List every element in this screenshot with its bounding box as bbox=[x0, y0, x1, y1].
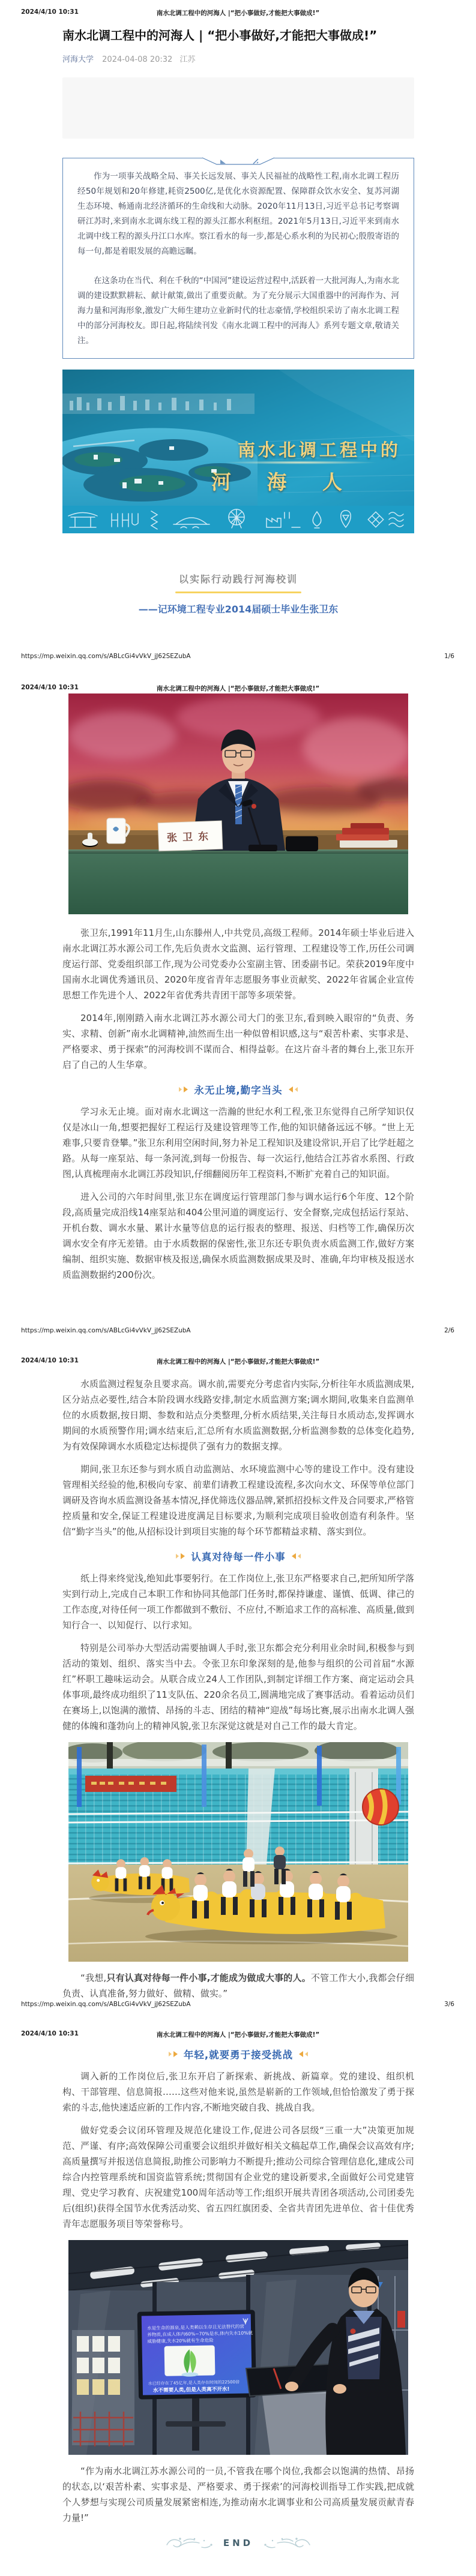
print-header-title: 南水北调工程中的河海人 |“把小事做好,才能把大事做成!” bbox=[156, 10, 320, 17]
publish-time: 2024-04-08 20:32 bbox=[102, 55, 173, 64]
photo-speaker-at-desk bbox=[68, 693, 408, 914]
heading-right-arrow-icon bbox=[292, 1553, 301, 1559]
intro-paragraph-1: 作为一项事关战略全局、事关长远发展、事关人民福祉的战略性工程,南水北调工程历经50年规划和20年修建,耗资2500亿,是优化水资源配置、保障群众饮水安全、复苏河湖生态环境、畅通南北经济循环的生命线和大动脉。2020年11月13日,习近平总书记考察调研江苏时,来到南水北调东线工程的源头江都水利枢纽。2021年5月13日,习近平来到南水北调中线工程的源头丹江口水库。察江看水的每一步,都是心系水利的为民初心;殷殷寄语的每一句,都是着眼发展的高瞻远瞩。 bbox=[77, 172, 399, 256]
hhu-letters-icon bbox=[112, 514, 138, 527]
paragraph-waterquality: 水质监测过程复杂且要求高。调水前,需要充分考虑省内实际,分析往年水质监测成果,区分站点必要性,结合本阶段调水线路安排,制定水质监测方案;调水期间,收集来自监测单位的水质数据,按日期、参数和站点分类整理,分析水质结果,关注每日水质动态,发挥调水期间的水质预警作用;调水结束后,汇总所有水质监测数据,分析监测参数的总体变化趋势,为有效保障调水水质稳定达标提供了强有力的数据支撑。 bbox=[62, 1379, 414, 1452]
striped-ball bbox=[363, 1789, 399, 1825]
red-banner bbox=[85, 1776, 176, 1792]
intro-paragraph-2: 在这条功在当代、利在千秋的“中国河”建设运营过程中,活跃着一大批河海人,为南水北调的建设默默耕耘、献计献策,做出了重要贡献。为了充分展示大国重器中的河海作为、河海力量和河海形象,激发广大师生建功立业新时代的壮志豪情,学校组织采访了南水北调工程中的部分河海校友。即日起,将陆续刊发《南水北调工程中的河海人》系列专题文章,敬请关注。 bbox=[77, 276, 399, 346]
paragraph-sixyears: 进入公司的六年时间里,张卫东在调度运行管理部门参与调水运行6个年度、12个阶段,高质量完成沿线14座泵站和404公里河道的调度运行、安全督察,完成包括运行泵站、开机台数、调水水量、累计水量等信息的运行报表的整理、报送、归档等工作,确保历次调水安全有序无差错。由于水质数据的保密性,张卫东还专职负责水质监测工作,做好方案编制、组织实施、数据审核及报送,确保水质监测数据成果及时、准确,年均审核及报送水质监测数据约200份次。 bbox=[62, 1191, 414, 1280]
print-header-datetime: 2024/4/10 10:31 bbox=[21, 2030, 79, 2037]
svg-text:养物质,在成人体内60%~70%是水,体内失水10%就: 养物质,在成人体内60%~70%是水,体内失水10%就 bbox=[147, 2330, 253, 2338]
print-header bbox=[0, 1357, 476, 1366]
print-header bbox=[0, 2030, 476, 2039]
nameplate bbox=[158, 821, 223, 851]
bridge-icon bbox=[173, 518, 209, 528]
article-title: 南水北调工程中的河海人 | “把小事做好,才能把大事做成!” bbox=[62, 28, 378, 43]
svg-text:水已经存在了45亿年,是人类存在时间的22500倍: 水已经存在了45亿年,是人类存在时间的22500倍 bbox=[148, 2379, 240, 2386]
series-subtitle-block bbox=[62, 572, 414, 616]
red-sign bbox=[397, 2311, 405, 2328]
series-subtitle: ——记环境工程专业2014届硕士毕业生张卫东 bbox=[138, 604, 339, 615]
paragraph-party: 做好党委会议闭环管理及规范化建设工作,促进公司各层级“三重一大”决策更加规范、严谨、有序;高效保障公司重要会议组织并做好相关文稿起草工作,确保会议高效有序;高质量撰写并报送信息简报,助推公司影响力不断提升;推动公司综合管理信息化,建成公司综合内控管理系统和国资监管系统;贯彻国有企业党的建设新要求,全面做好公司党建管理、党史学习教育、庆祝建党100周年活动等工作;组织开展共青团各项活动,公司团委先后(组织)获得全国节水优秀活动奖、省五四红旗团委、全省共青团先进单位、省十佳优秀青年志愿服务项目等荣誉称号。 bbox=[62, 2125, 414, 2229]
banner-title-line1: 南水北调工程中的 bbox=[237, 440, 401, 460]
byline bbox=[62, 53, 414, 64]
print-header-datetime: 2024/4/10 10:31 bbox=[21, 1357, 79, 1364]
print-header-title: 南水北调工程中的河海人 |“把小事做好,才能把大事做成!” bbox=[156, 685, 320, 692]
print-footer-pagenum: 3/6 bbox=[444, 2001, 454, 2008]
paragraph-profile: 张卫东,1991年11月生,山东滕州人,中共党员,高级工程师。2014年硕士毕业后进入南水北调江苏水源公司工作,先后负责水文监测、运行管理、工程建设等工作,历任公司调度运行部、党委组织部工作,现为公司党委办公室副主管、团委副书记。荣获2019年度中国南水北调优秀通讯员、2020年度省青年志愿服务事业贡献奖、2022年省属企业宣传思想工作先进个人、2022年省优秀共青团干部等多项荣誉。 bbox=[62, 927, 414, 1001]
print-header bbox=[0, 8, 476, 17]
paragraph-quote-small-things: “我想,只有认真对待每一件小事,才能成为做成大事的人。不管工作大小,我都会仔细负责、认真准备,努力做好、做精、做实。” bbox=[62, 1972, 414, 1999]
svg-text:水不需要人类,但是人类离不开水!: 水不需要人类,但是人类离不开水! bbox=[152, 2386, 230, 2394]
article-page-2 bbox=[62, 693, 414, 1283]
photo-office-presentation bbox=[68, 2240, 408, 2455]
banner-icon-strip bbox=[62, 506, 414, 533]
paragraph-paper: 纸上得来终觉浅,绝知此事要躬行。在工作岗位上,张卫东严格要求自己,把所知所学落实到行动上,完成自己本职工作和协同其他部门任务时,都保持谦虚、谨慎、低调、律己的工作态度,对待任何一项工作都做到不敷衍、不应付,不断追求工作的高标准、高质量,做到知行合一、以知促行、以行求知。 bbox=[62, 1573, 414, 1631]
paragraph-activity: 特别是公司举办大型活动需要抽调人手时,张卫东都会充分利用业余时间,积极参与到活动的策划、组织、落实当中去。令张卫东印象深刻的是,他参与组织的公司首届“水源红”杯职工趣味运动会。从联合成立24人工作团队,到制定详细工作方案、商定运动会具体事项,最终成功组织了11支队伍、220余名员工,圆满地完成了赛事活动。看着运动员们在赛场上,以饱满的激情、昂扬的斗志、团结的精神“迎战”每场比赛,展示出南水北调人强健的体魄和蓬勃向上的精神风貌,张卫东深觉这就是对自己工作的最大肯定。 bbox=[62, 1643, 414, 1731]
print-footer-pagenum: 1/6 bbox=[444, 653, 454, 660]
section-heading-2: 认真对待每一件小事 bbox=[62, 1549, 414, 1563]
kite-icon bbox=[368, 512, 383, 527]
video-placeholder bbox=[62, 77, 414, 139]
paragraph-newpost: 调入新的工作岗位后,张卫东开启了新探索、新挑战、新篇章。党的建设、组织机构、干部管理、信息简报……这些对他来说,虽然是崭新的工作领域,但恰恰激发了勇于探索的斗志,他快速适应新的工作内容,不断地突破自我、挑战自我。 bbox=[62, 2071, 414, 2113]
paragraph-study: 学习永无止境。面对南水北调这一浩瀚的世纪水利工程,张卫东觉得自己所学知识仅仅是冰山一角,想要把握好工程运行及建设管理等工作,他的知识储备远远不够。“世上无难事,只要肯登攀。”张卫东利用空闲时间,努力补足工程知识及建设常识,开启了比学赶超之路。从每一座泵站、每一条河流,到每一份报告、每一次运行,他结合江苏省水系图、行政图,认真梳理南水北调江苏段知识,仔细翻阅历年工程资料,不断扩充着自己的知识面。 bbox=[62, 1106, 414, 1179]
paragraph-final-quote: “作为南水北调江苏水源公司的一员,不管我在哪个岗位,我都会以饱满的热情、昂扬的状态,以‘艰苦朴素、实事求是、严格要求、勇于探索’的河海校训指导工作实践,把成就个人梦想与实现公司质量发展紧密相连,为推动南水北调事业和公司高质量发展贡献青春力量!” bbox=[62, 2466, 414, 2523]
heading-left-arrow-icon bbox=[169, 2051, 178, 2057]
editor-note-box bbox=[62, 158, 414, 359]
zigzag-icon bbox=[151, 511, 157, 529]
banner-title-line2: 河 海 人 bbox=[211, 470, 357, 494]
ferris-wheel-icon bbox=[229, 509, 244, 528]
article-page-1 bbox=[62, 26, 414, 616]
heading-left-arrow-icon bbox=[176, 1553, 185, 1559]
article-page-3 bbox=[62, 1373, 414, 2001]
paragraph-2014: 2014年,刚刚踏入南水北调江苏水源公司大门的张卫东,看到映入眼帘的“负责、务实、求精、创新”南水北调精神,油然而生出一种似曾相识感,这与“艰苦朴素、实事求是、严格要求、勇于探索”的河海校训不谋而合、相得益彰。在这片奋斗者的舞台上,张卫东开启了自己的人生华章。 bbox=[62, 1013, 414, 1070]
series-heading: 以实际行动践行河海校训 bbox=[178, 574, 298, 585]
location-pin-icon bbox=[341, 511, 351, 527]
yellow-underline bbox=[175, 592, 301, 593]
section-heading-3: 年轻,就要勇于接受挑战 bbox=[62, 2047, 414, 2061]
article-page-4 bbox=[62, 2044, 414, 2551]
factory-icon bbox=[267, 512, 300, 527]
account-name: 河海大学 bbox=[62, 55, 94, 64]
print-header-datetime: 2024/4/10 10:31 bbox=[21, 684, 79, 691]
print-header-title: 南水北调工程中的河海人 |“把小事做好,才能把大事做成!” bbox=[156, 1358, 320, 1365]
heading-right-arrow-icon bbox=[299, 2051, 308, 2057]
paragraph-period: 期间,张卫东还参与到水质自动监测站、水环境监测中心等的建设工作中。没有建设管理相关经验的他,积极向专家、前辈们请教工程建设流程,多次向水文、环保等单位部门调研及咨询水质监测设备基本情况,择优筛选仪器品牌,紧抓招投标文件及合同要求,严格管控质量和安全,保证工程建设进度满足目标要求,为顺利完成项目验收创造有利条件。坚信“勤字当头”的他,从招标设计到项目实施的每个环节都精益求精、落实到位。 bbox=[62, 1464, 414, 1537]
print-footer-url: https://mp.weixin.qq.com/s/ABLcGi4vVkV_jJ62SEZubA bbox=[21, 1327, 191, 1334]
end-divider bbox=[62, 2535, 414, 2551]
presentation-screen bbox=[137, 2310, 257, 2399]
end-flourish-left-icon bbox=[164, 2535, 216, 2551]
print-footer-pagenum: 2/6 bbox=[444, 1327, 454, 1334]
print-header bbox=[0, 684, 476, 693]
end-label: END bbox=[223, 2538, 254, 2548]
print-header-datetime: 2024/4/10 10:31 bbox=[21, 8, 79, 16]
heading-left-arrow-icon bbox=[179, 1086, 188, 1092]
series-banner-image bbox=[62, 370, 414, 533]
waves-icon bbox=[389, 512, 403, 527]
photo-stadium-fun-games bbox=[68, 1742, 408, 1962]
pavilion-icon bbox=[68, 513, 97, 528]
print-footer-url: https://mp.weixin.qq.com/s/ABLcGi4vVkV_jJ62SEZubA bbox=[21, 2001, 191, 2008]
svg-text:水是生命的源泉,是人类赖以生存且无法替代的营: 水是生命的源泉,是人类赖以生存且无法替代的营 bbox=[146, 2323, 245, 2331]
publish-location: 江苏 bbox=[179, 55, 196, 64]
print-header-title: 南水北调工程中的河海人 |“把小事做好,才能把大事做成!” bbox=[156, 2031, 320, 2038]
section-heading-1: 永无止境,勤字当头 bbox=[62, 1082, 414, 1097]
magazine-rack bbox=[72, 2330, 134, 2446]
nameplate-text: 张卫东 bbox=[166, 830, 214, 845]
quote-box-notch-icon bbox=[202, 157, 274, 166]
print-footer-url: https://mp.weixin.qq.com/s/ABLcGi4vVkV_jJ62SEZubA bbox=[21, 653, 191, 660]
end-flourish-right-icon bbox=[261, 2535, 312, 2551]
svg-text:威胁健康,失水20%就有生命危险: 威胁健康,失水20%就有生命危险 bbox=[147, 2337, 214, 2344]
water-drop-icon bbox=[313, 512, 321, 528]
heading-right-arrow-icon bbox=[289, 1086, 298, 1092]
